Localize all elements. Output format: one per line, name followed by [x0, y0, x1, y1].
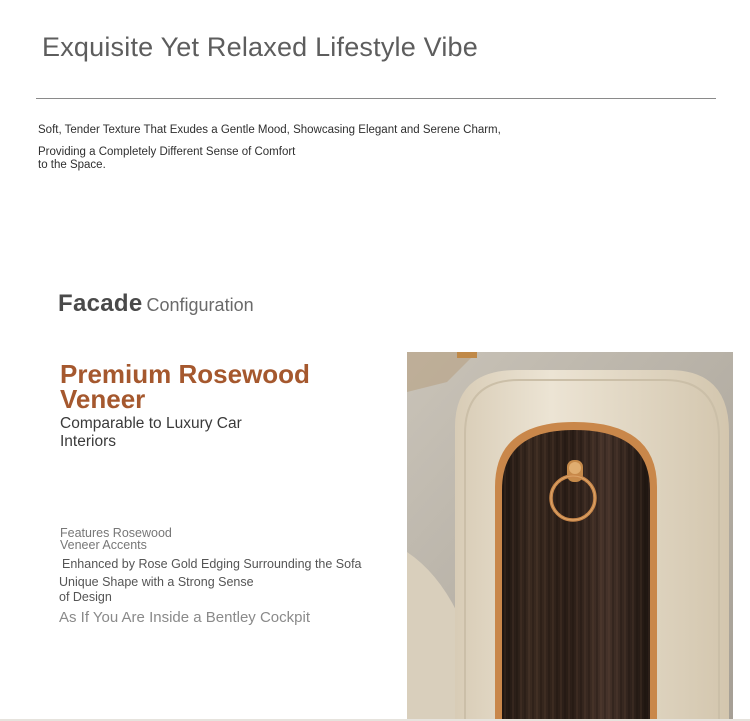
- feature-item-1: [60, 527, 172, 551]
- intro-line-1: Soft, Tender Texture That Exudes a Gentle Mood, Showcasing Elegant and Serene Charm,: [38, 124, 501, 136]
- feature-title-line-1: Premium Rosewood: [60, 359, 310, 389]
- feature-item-3-line-2: of Design: [59, 590, 112, 604]
- feature-subtitle-line-1: Comparable to Luxury Car: [60, 415, 242, 432]
- feature-item-3-line-1: Unique Shape with a Strong Sense: [59, 575, 254, 589]
- feature-item-3: [59, 575, 254, 605]
- section-heading-bold: Facade: [58, 290, 143, 317]
- feature-title: [60, 359, 310, 414]
- intro-line-3: to the Space.: [38, 159, 106, 171]
- page-title: Exquisite Yet Relaxed Lifestyle Vibe: [42, 32, 478, 62]
- intro-line-2: Providing a Completely Different Sense of Comfort: [38, 146, 296, 158]
- feature-subtitle: [60, 415, 242, 451]
- feature-item-1-line-1: Features Rosewood: [60, 526, 172, 540]
- section-heading: [58, 290, 254, 318]
- sofa-armrest-photo: [407, 352, 733, 721]
- section-heading-light: Configuration: [146, 295, 254, 315]
- feature-subtitle-line-2: Interiors: [60, 433, 116, 450]
- divider: [36, 98, 716, 99]
- feature-item-1-line-2: Veneer Accents: [60, 538, 147, 552]
- feature-item-4: As If You Are Inside a Bentley Cockpit: [59, 609, 310, 626]
- feature-title-line-2: Veneer: [60, 384, 146, 414]
- feature-item-2: Enhanced by Rose Gold Edging Surrounding the Sofa: [62, 557, 362, 571]
